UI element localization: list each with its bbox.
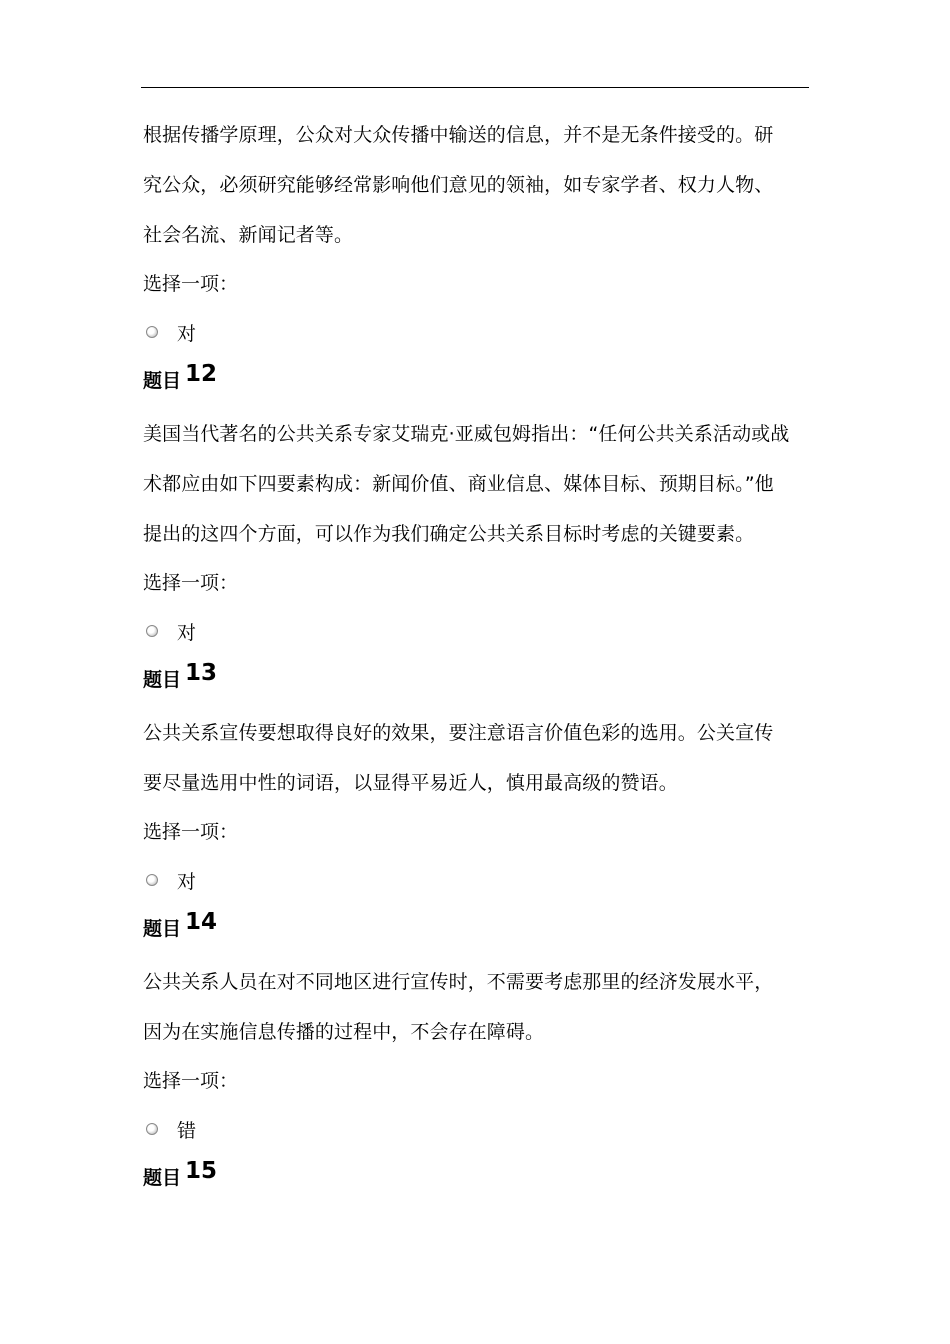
question-title bbox=[143, 1158, 809, 1190]
answer-option-label: 对 bbox=[177, 871, 197, 893]
answer-option[interactable] bbox=[143, 322, 809, 346]
question-text bbox=[143, 409, 809, 559]
question-number: 15 bbox=[185, 1158, 218, 1184]
choose-one-prompt: 选择一项： bbox=[143, 273, 239, 295]
question-title bbox=[143, 660, 809, 692]
question-14-title bbox=[143, 909, 809, 941]
question-11-prompt-block bbox=[143, 272, 809, 296]
question-text bbox=[143, 708, 809, 808]
question-text-line: 提出的这四个方面，可以作为我们确定公共关系目标时考虑的关键要素。 bbox=[143, 523, 755, 545]
answer-option-label: 对 bbox=[177, 323, 197, 345]
answer-option[interactable] bbox=[143, 621, 809, 645]
question-text-line: 公共关系宣传要想取得良好的效果，要注意语言价值色彩的选用。公关宣传 bbox=[143, 722, 774, 744]
question-label: 题目 bbox=[143, 1167, 182, 1189]
question-text-line: 因为在实施信息传播的过程中，不会存在障碍。 bbox=[143, 1021, 545, 1043]
radio-button-icon[interactable] bbox=[146, 625, 158, 637]
answer-option-label: 对 bbox=[177, 622, 197, 644]
question-label: 题目 bbox=[143, 669, 182, 691]
question-13-prompt-block bbox=[143, 820, 809, 844]
question-14 bbox=[143, 957, 809, 1057]
question-text bbox=[143, 110, 809, 260]
question-12-option[interactable] bbox=[143, 621, 809, 645]
radio-button-icon[interactable] bbox=[146, 874, 158, 886]
choose-one-prompt: 选择一项： bbox=[143, 1070, 239, 1092]
radio-button-icon[interactable] bbox=[146, 326, 158, 338]
question-number: 14 bbox=[185, 909, 218, 935]
question-13 bbox=[143, 708, 809, 808]
question-text-line: 术都应由如下四要素构成：新闻价值、商业信息、媒体目标、预期目标。”他 bbox=[143, 473, 774, 495]
question-text-line: 根据传播学原理，公众对大众传播中输送的信息，并不是无条件接受的。研 bbox=[143, 124, 774, 146]
question-text bbox=[143, 957, 809, 1057]
question-text-line: 社会名流、新闻记者等。 bbox=[143, 224, 354, 246]
question-text-line: 究公众，必须研究能够经常影响他们意见的领袖，如专家学者、权力人物、 bbox=[143, 174, 774, 196]
question-label: 题目 bbox=[143, 918, 182, 940]
question-text-line: 要尽量选用中性的词语，以显得平易近人，慎用最高级的赞语。 bbox=[143, 772, 678, 794]
question-14-option[interactable] bbox=[143, 1119, 809, 1143]
question-13-title bbox=[143, 660, 809, 692]
question-11 bbox=[143, 110, 809, 260]
question-15-title bbox=[143, 1158, 809, 1190]
question-12-title bbox=[143, 361, 809, 393]
answer-option[interactable] bbox=[143, 870, 809, 894]
answer-option[interactable] bbox=[143, 1119, 809, 1143]
question-number: 12 bbox=[185, 361, 218, 387]
question-12-prompt-block bbox=[143, 571, 809, 595]
question-13-option[interactable] bbox=[143, 870, 809, 894]
top-divider bbox=[141, 87, 809, 88]
choose-one-prompt: 选择一项： bbox=[143, 572, 239, 594]
question-11-option[interactable] bbox=[143, 322, 809, 346]
question-number: 13 bbox=[185, 660, 218, 686]
question-12 bbox=[143, 409, 809, 559]
question-14-prompt-block bbox=[143, 1069, 809, 1093]
question-label: 题目 bbox=[143, 370, 182, 392]
question-text-line: 公共关系人员在对不同地区进行宣传时，不需要考虑那里的经济发展水平， bbox=[143, 971, 774, 993]
question-title bbox=[143, 361, 809, 393]
answer-option-label: 错 bbox=[177, 1120, 197, 1142]
choose-one-prompt: 选择一项： bbox=[143, 821, 239, 843]
question-title bbox=[143, 909, 809, 941]
radio-button-icon[interactable] bbox=[146, 1123, 158, 1135]
question-text-line: 美国当代著名的公共关系专家艾瑞克·亚威包姆指出：“任何公共关系活动或战 bbox=[143, 423, 790, 445]
